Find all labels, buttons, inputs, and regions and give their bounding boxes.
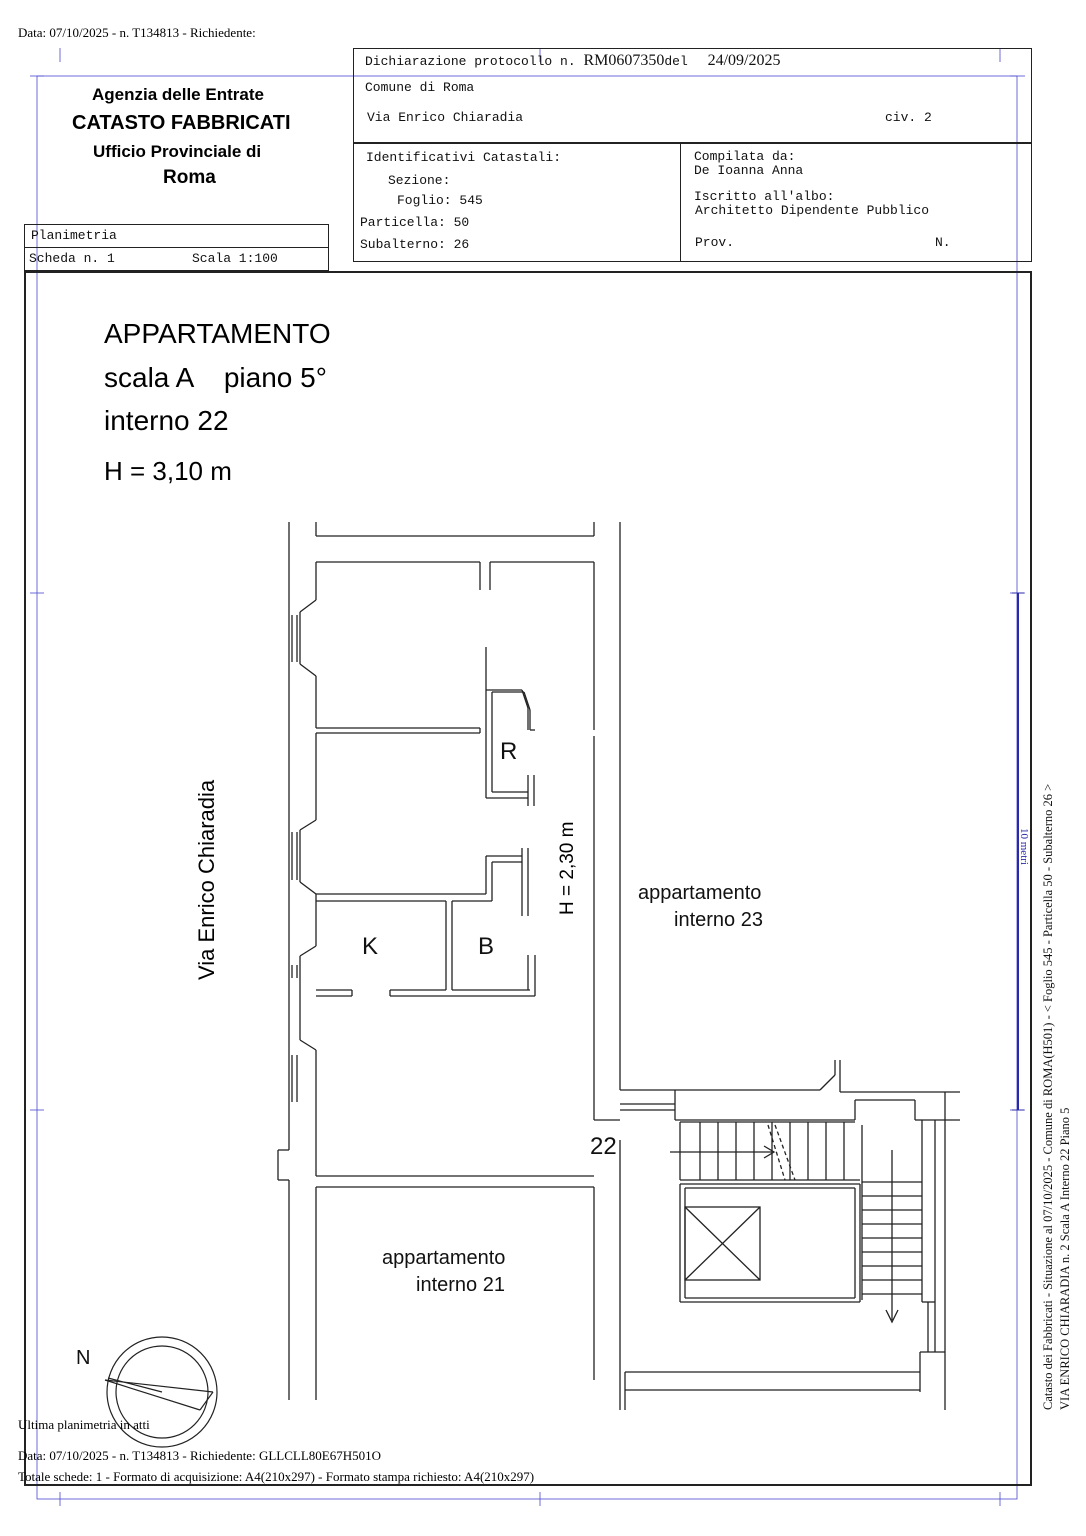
planimetria-label: Planimetria	[31, 228, 117, 243]
civico-label: civ. 2	[885, 110, 932, 125]
footer-format-line: Totale schede: 1 - Formato di acquisizione: A4(210x297) - Formato stampa richiesto: A4(210x297)	[18, 1469, 535, 1484]
neighbor-21-line2: interno 21	[416, 1274, 505, 1296]
side-caption	[1040, 650, 1074, 1410]
plan-height: H = 3,10 m	[104, 456, 232, 486]
protocollo-number: RM0607350	[583, 52, 665, 69]
prov-label: Prov.	[695, 235, 735, 250]
room-r-label: R	[500, 738, 518, 765]
top-request-line: Data: 07/10/2025 - n. T134813 - Richiedente:	[18, 25, 256, 40]
ufficio-label: Ufficio Provinciale di	[93, 142, 262, 161]
compilata-name: De Ioanna Anna	[694, 163, 804, 178]
dichiarazione-line: Dichiarazione protocollo n. RM0607350del 24/09/2025	[365, 52, 781, 69]
n-label: N.	[935, 235, 951, 250]
scale-bar-label: 10 metri	[1018, 828, 1030, 865]
plan-title: APPARTAMENTO	[104, 318, 331, 349]
neighbor-23-line2: interno 23	[674, 909, 763, 931]
identificativi-title: Identificativi Catastali:	[366, 150, 562, 165]
scala-label: Scala 1:100	[192, 251, 278, 266]
footer-request-line: Data: 07/10/2025 - n. T134813 - Richiedente: GLLCLL80E67H501O	[18, 1448, 381, 1463]
subalterno-label: Subalterno: 26	[360, 237, 470, 252]
room-k-label: K	[362, 933, 379, 960]
iscritto-label: Iscritto all'albo:	[694, 189, 835, 204]
compilata-label: Compilata da:	[694, 149, 796, 164]
side-caption-line1: Catasto dei Fabbricati - Situazione al 07/10/2025 - Comune di ROMA(H501) - < Foglio 545 - Particella 50 - Subalterno 26 >	[1041, 783, 1055, 1410]
via-label: Via Enrico Chiaradia	[367, 110, 524, 125]
unit-number-label: 22	[590, 1133, 617, 1160]
neighbor-21-line1: appartamento	[382, 1247, 506, 1269]
foglio-label: Foglio: 545	[397, 193, 483, 208]
plan-interno: interno 22	[104, 405, 229, 436]
dichiarazione-date: 24/09/2025	[707, 52, 781, 69]
particella-label: Particella: 50	[360, 215, 470, 230]
sezione-label: Sezione:	[388, 173, 451, 188]
agency-name: Agenzia delle Entrate	[92, 85, 264, 104]
plan-scala-piano: scala A piano 5°	[104, 362, 327, 393]
ufficio-city: Roma	[163, 167, 216, 188]
corridor-height-label: H = 2,30 m	[557, 821, 578, 915]
scheda-label: Scheda n. 1	[29, 251, 115, 266]
comune-label: Comune di Roma	[365, 80, 475, 95]
albo-label: Architetto Dipendente Pubblico	[695, 203, 930, 218]
catasto-title: CATASTO FABBRICATI	[72, 112, 291, 134]
side-caption-line2: VIA ENRICO CHIARADIA n. 2 Scala A Interno 22 Piano 5	[1058, 1107, 1072, 1410]
ultima-planimetria: Ultima planimetria in atti	[18, 1417, 150, 1432]
neighbor-23-line1: appartamento	[638, 882, 762, 904]
room-b-label: B	[478, 933, 495, 960]
north-label: N	[76, 1347, 91, 1369]
street-label: Via Enrico Chiaradia	[194, 779, 219, 980]
